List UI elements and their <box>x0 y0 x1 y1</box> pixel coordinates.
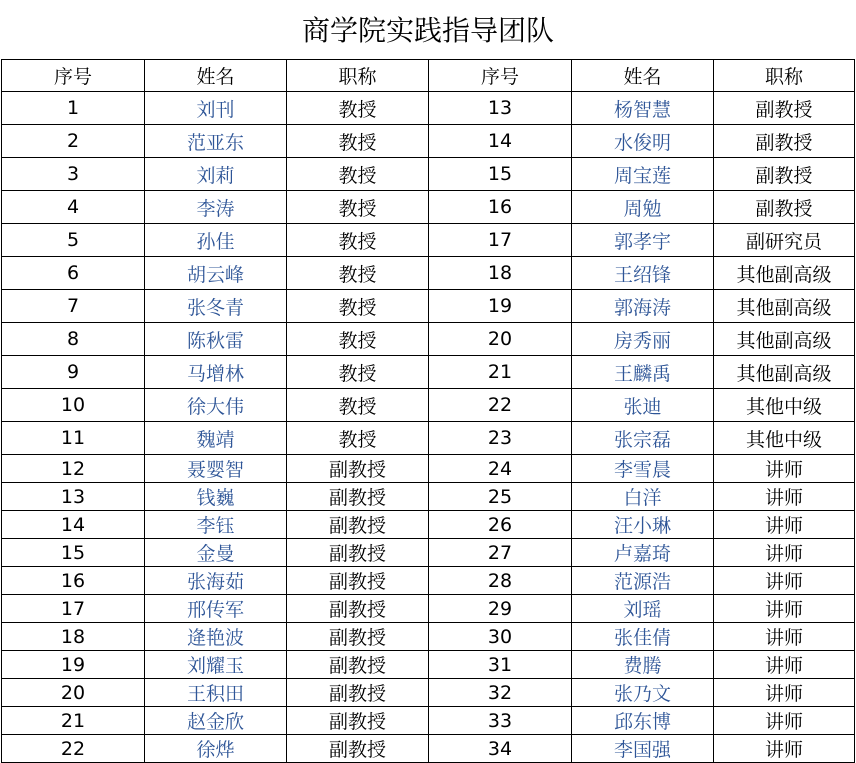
table-row <box>2 707 855 735</box>
name-cell: 刘耀玉 <box>145 651 287 679</box>
title-cell: 讲师 <box>714 511 855 539</box>
index-cell: 20 <box>429 323 572 356</box>
index-cell: 21 <box>2 707 145 735</box>
index-cell: 14 <box>2 511 145 539</box>
name-cell: 李钰 <box>145 511 287 539</box>
title-cell: 其他副高级 <box>714 290 855 323</box>
name-cell: 张宗磊 <box>572 422 714 455</box>
title-cell: 讲师 <box>714 455 855 483</box>
name-cell: 刘瑶 <box>572 595 714 623</box>
index-cell: 16 <box>2 567 145 595</box>
title-cell: 副教授 <box>287 679 429 707</box>
table-row <box>2 356 855 389</box>
name-cell: 费腾 <box>572 651 714 679</box>
title-cell: 讲师 <box>714 567 855 595</box>
name-cell: 胡云峰 <box>145 257 287 290</box>
title-cell: 其他中级 <box>714 389 855 422</box>
table-row <box>2 257 855 290</box>
index-cell: 11 <box>2 422 145 455</box>
name-cell: 李国强 <box>572 735 714 763</box>
index-cell: 32 <box>429 679 572 707</box>
title-cell: 教授 <box>287 356 429 389</box>
index-cell: 9 <box>2 356 145 389</box>
table-row <box>2 623 855 651</box>
table-row <box>2 389 855 422</box>
title-cell: 讲师 <box>714 651 855 679</box>
index-cell: 34 <box>429 735 572 763</box>
name-cell: 周勉 <box>572 191 714 224</box>
name-cell: 张海茹 <box>145 567 287 595</box>
title-cell: 讲师 <box>714 735 855 763</box>
name-cell: 魏靖 <box>145 422 287 455</box>
name-cell: 白洋 <box>572 483 714 511</box>
title-cell: 副教授 <box>287 455 429 483</box>
index-cell: 29 <box>429 595 572 623</box>
index-cell: 3 <box>2 158 145 191</box>
name-cell: 马增林 <box>145 356 287 389</box>
title-cell: 副教授 <box>714 191 855 224</box>
header-name: 姓名 <box>572 60 714 92</box>
title-cell: 教授 <box>287 290 429 323</box>
title-cell: 教授 <box>287 191 429 224</box>
title-cell: 副教授 <box>287 595 429 623</box>
index-cell: 16 <box>429 191 572 224</box>
table-row <box>2 224 855 257</box>
name-cell: 周宝莲 <box>572 158 714 191</box>
title-cell: 副教授 <box>287 651 429 679</box>
name-cell: 王麟禹 <box>572 356 714 389</box>
table-row <box>2 125 855 158</box>
title-cell: 讲师 <box>714 623 855 651</box>
table-row <box>2 679 855 707</box>
table-header-row <box>2 60 855 92</box>
index-cell: 12 <box>2 455 145 483</box>
title-cell: 其他副高级 <box>714 323 855 356</box>
name-cell: 张佳倩 <box>572 623 714 651</box>
title-cell: 教授 <box>287 125 429 158</box>
index-cell: 18 <box>429 257 572 290</box>
name-cell: 邢传军 <box>145 595 287 623</box>
table-row <box>2 735 855 763</box>
title-cell: 副教授 <box>287 623 429 651</box>
faculty-table-body <box>2 60 855 763</box>
title-cell: 副教授 <box>287 707 429 735</box>
index-cell: 18 <box>2 623 145 651</box>
title-cell: 副教授 <box>714 158 855 191</box>
table-row <box>2 567 855 595</box>
name-cell: 卢嘉琦 <box>572 539 714 567</box>
title-cell: 副教授 <box>714 92 855 125</box>
table-row <box>2 422 855 455</box>
title-cell: 副教授 <box>287 483 429 511</box>
index-cell: 19 <box>2 651 145 679</box>
index-cell: 30 <box>429 623 572 651</box>
title-cell: 副研究员 <box>714 224 855 257</box>
table-row <box>2 158 855 191</box>
name-cell: 逄艳波 <box>145 623 287 651</box>
name-cell: 张冬青 <box>145 290 287 323</box>
index-cell: 14 <box>429 125 572 158</box>
title-cell: 副教授 <box>714 125 855 158</box>
name-cell: 房秀丽 <box>572 323 714 356</box>
header-name: 姓名 <box>145 60 287 92</box>
title-cell: 教授 <box>287 224 429 257</box>
title-cell: 其他副高级 <box>714 257 855 290</box>
index-cell: 17 <box>429 224 572 257</box>
header-title: 职称 <box>714 60 855 92</box>
index-cell: 21 <box>429 356 572 389</box>
index-cell: 22 <box>429 389 572 422</box>
title-cell: 其他中级 <box>714 422 855 455</box>
table-row <box>2 191 855 224</box>
name-cell: 聂婴智 <box>145 455 287 483</box>
title-cell: 教授 <box>287 92 429 125</box>
index-cell: 27 <box>429 539 572 567</box>
index-cell: 25 <box>429 483 572 511</box>
title-cell: 教授 <box>287 389 429 422</box>
index-cell: 13 <box>429 92 572 125</box>
index-cell: 31 <box>429 651 572 679</box>
name-cell: 刘刊 <box>145 92 287 125</box>
index-cell: 20 <box>2 679 145 707</box>
index-cell: 23 <box>429 422 572 455</box>
index-cell: 5 <box>2 224 145 257</box>
index-cell: 13 <box>2 483 145 511</box>
index-cell: 26 <box>429 511 572 539</box>
title-cell: 讲师 <box>714 539 855 567</box>
name-cell: 郭孝宇 <box>572 224 714 257</box>
title-cell: 教授 <box>287 323 429 356</box>
page-title: 商学院实践指导团队 <box>301 14 554 47</box>
index-cell: 33 <box>429 707 572 735</box>
title-cell: 副教授 <box>287 735 429 763</box>
name-cell: 王积田 <box>145 679 287 707</box>
index-cell: 2 <box>2 125 145 158</box>
header-index: 序号 <box>429 60 572 92</box>
index-cell: 4 <box>2 191 145 224</box>
title-cell: 副教授 <box>287 567 429 595</box>
index-cell: 28 <box>429 567 572 595</box>
title-cell: 副教授 <box>287 511 429 539</box>
table-row <box>2 290 855 323</box>
name-cell: 刘莉 <box>145 158 287 191</box>
title-cell: 讲师 <box>714 483 855 511</box>
name-cell: 范亚东 <box>145 125 287 158</box>
name-cell: 邱东博 <box>572 707 714 735</box>
name-cell: 徐烨 <box>145 735 287 763</box>
name-cell: 徐大伟 <box>145 389 287 422</box>
title-cell: 副教授 <box>287 539 429 567</box>
index-cell: 7 <box>2 290 145 323</box>
name-cell: 张乃文 <box>572 679 714 707</box>
table-row <box>2 539 855 567</box>
index-cell: 19 <box>429 290 572 323</box>
index-cell: 6 <box>2 257 145 290</box>
index-cell: 8 <box>2 323 145 356</box>
index-cell: 24 <box>429 455 572 483</box>
name-cell: 李涛 <box>145 191 287 224</box>
name-cell: 陈秋雷 <box>145 323 287 356</box>
title-cell: 教授 <box>287 257 429 290</box>
index-cell: 22 <box>2 735 145 763</box>
table-row <box>2 595 855 623</box>
name-cell: 钱巍 <box>145 483 287 511</box>
table-row <box>2 455 855 483</box>
name-cell: 王绍锋 <box>572 257 714 290</box>
name-cell: 杨智慧 <box>572 92 714 125</box>
name-cell: 水俊明 <box>572 125 714 158</box>
title-cell: 讲师 <box>714 707 855 735</box>
header-title: 职称 <box>287 60 429 92</box>
title-cell: 教授 <box>287 422 429 455</box>
index-cell: 10 <box>2 389 145 422</box>
table-row <box>2 483 855 511</box>
name-cell: 范源浩 <box>572 567 714 595</box>
faculty-table <box>1 59 855 763</box>
name-cell: 张迪 <box>572 389 714 422</box>
index-cell: 15 <box>2 539 145 567</box>
header-index: 序号 <box>2 60 145 92</box>
table-row <box>2 511 855 539</box>
table-row <box>2 651 855 679</box>
table-row <box>2 323 855 356</box>
title-cell: 教授 <box>287 158 429 191</box>
index-cell: 15 <box>429 158 572 191</box>
index-cell: 17 <box>2 595 145 623</box>
title-cell: 其他副高级 <box>714 356 855 389</box>
name-cell: 李雪晨 <box>572 455 714 483</box>
table-row <box>2 92 855 125</box>
title-cell: 讲师 <box>714 595 855 623</box>
name-cell: 赵金欣 <box>145 707 287 735</box>
index-cell: 1 <box>2 92 145 125</box>
name-cell: 郭海涛 <box>572 290 714 323</box>
name-cell: 汪小琳 <box>572 511 714 539</box>
name-cell: 孙佳 <box>145 224 287 257</box>
name-cell: 金曼 <box>145 539 287 567</box>
title-cell: 讲师 <box>714 679 855 707</box>
